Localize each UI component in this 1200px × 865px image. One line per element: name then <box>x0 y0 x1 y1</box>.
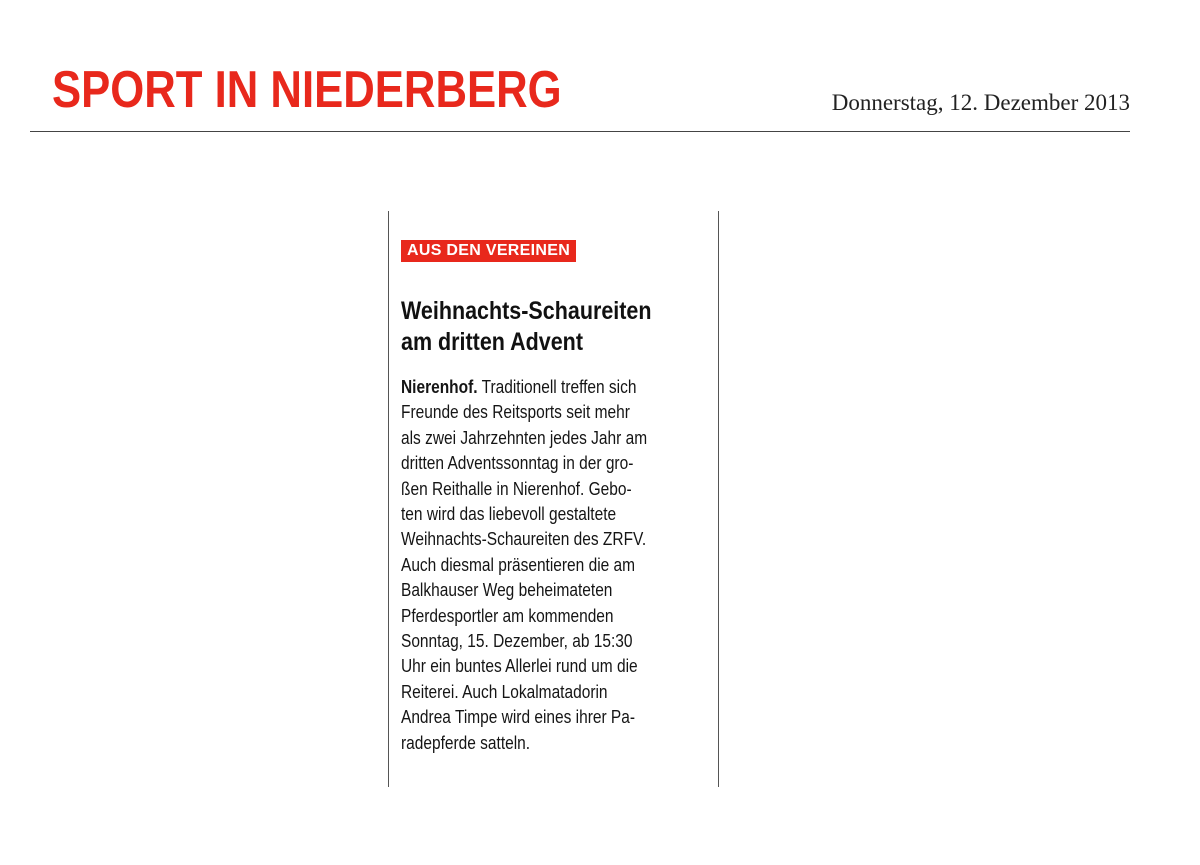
article-body <box>401 375 702 756</box>
article-body-line: Pferdesportler am kommenden <box>401 605 614 626</box>
article-body-line: Balkhauser Weg beheimateten <box>401 580 613 601</box>
column-divider-right <box>718 211 719 787</box>
article-body-line: ßen Reithalle in Nierenhof. Gebo- <box>401 478 632 499</box>
section-label-badge: AUS DEN VEREINEN <box>401 240 576 262</box>
article-body-line: Andrea Timpe wird eines ihrer Pa- <box>401 707 636 728</box>
article-body-line-text: Traditionell treffen sich <box>477 377 637 397</box>
article-body-line: als zwei Jahrzehnten jedes Jahr am <box>401 427 648 448</box>
masthead-divider <box>30 131 1130 132</box>
news-article <box>401 240 707 756</box>
article-dateline: Nierenhof. <box>401 377 478 397</box>
column-divider-left <box>388 211 389 787</box>
article-body-line: Uhr ein buntes Allerlei rund um die <box>401 656 638 677</box>
article-body-line: dritten Adventssonntag in der gro- <box>401 453 634 474</box>
article-body-line: ten wird das liebevoll gestaltete <box>401 504 617 525</box>
article-body-line: Auch diesmal präsentieren die am <box>401 554 636 575</box>
article-body-line: Freunde des Reitsports seit mehr <box>401 402 630 423</box>
article-body-line: Sonntag, 15. Dezember, ab 15:30 <box>401 631 633 652</box>
newspaper-section-title: SPORT IN NIEDERBERG <box>52 61 562 119</box>
article-body-line <box>401 375 702 400</box>
article-body-line: Reiterei. Auch Lokalmatadorin <box>401 681 608 702</box>
article-body-line: Weihnachts-Schaureiten des ZRFV. <box>401 529 647 550</box>
headline-line: am dritten Advent <box>401 328 583 356</box>
article-body-line: radepferde satteln. <box>401 732 531 753</box>
headline-line: Weihnachts-Schaureiten <box>401 297 652 325</box>
article-headline <box>401 296 702 358</box>
publication-date: Donnerstag, 12. Dezember 2013 <box>831 90 1130 115</box>
